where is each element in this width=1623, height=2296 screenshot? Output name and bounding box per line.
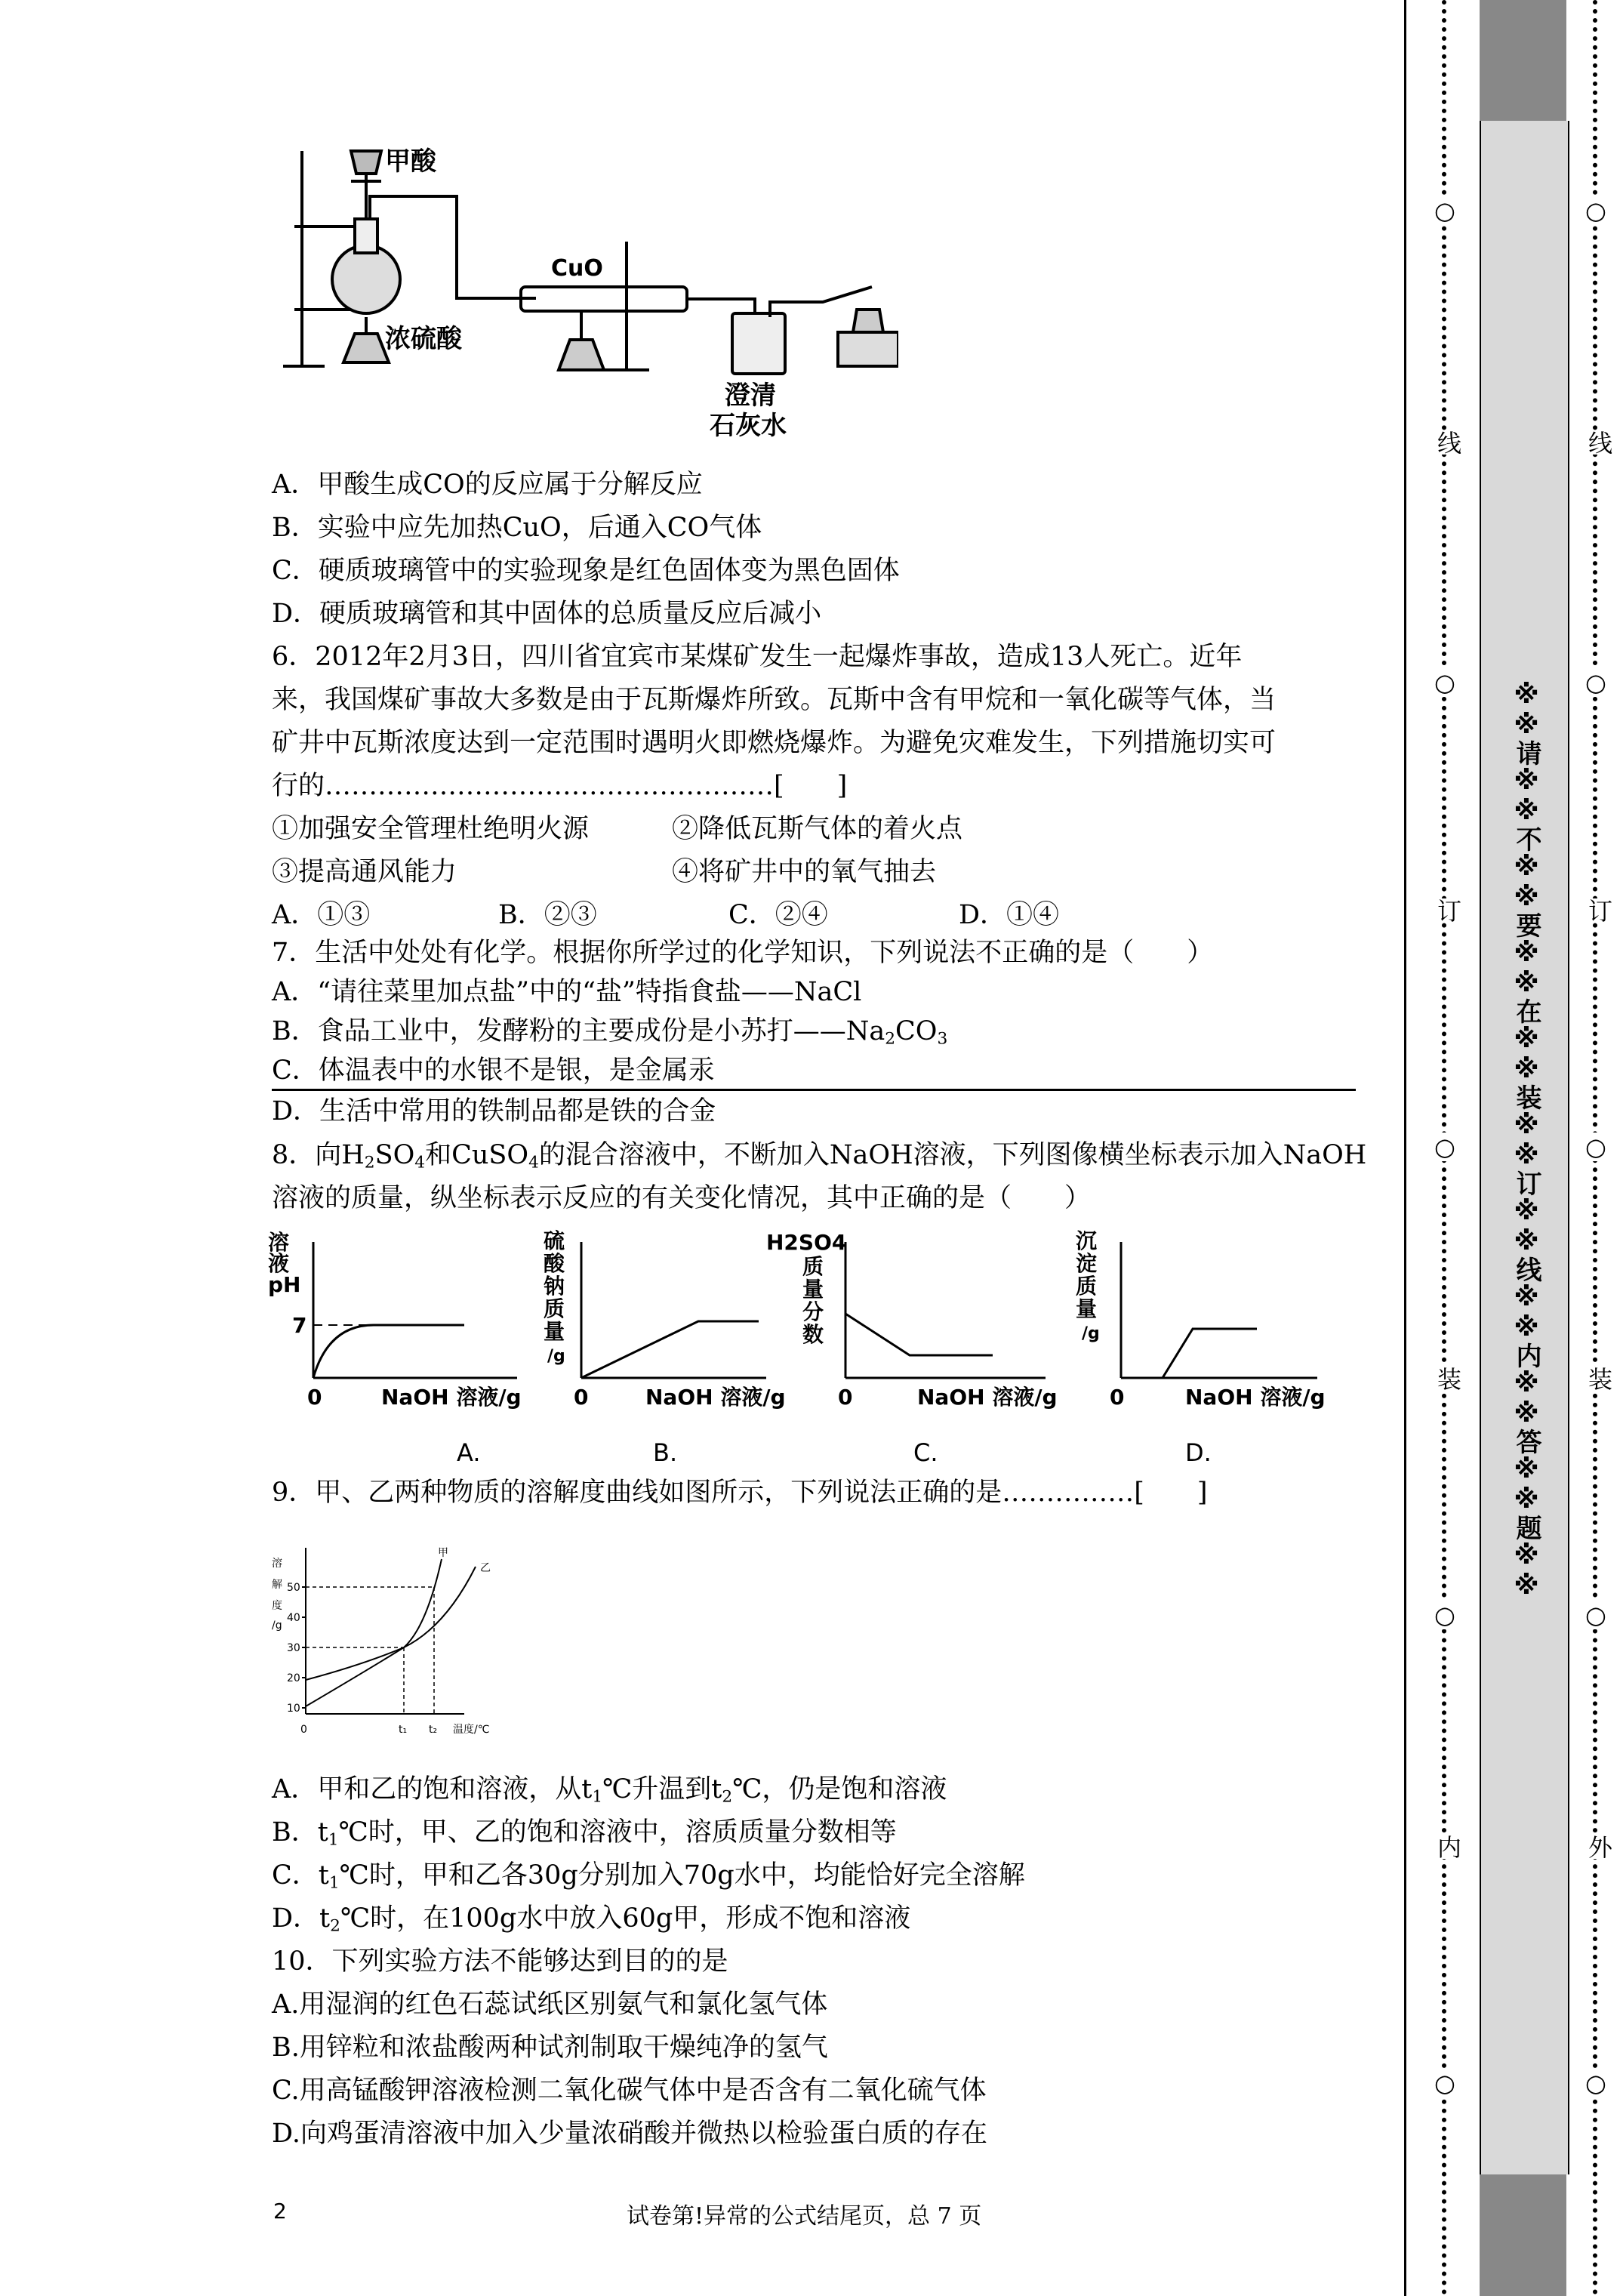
chart-ytick-20: 20 [287, 1672, 300, 1684]
chart-xtick-t2: t₂ [429, 1724, 438, 1736]
left-circle-2: ○ [1431, 668, 1459, 697]
q8-stem-line-1: 8．向$H_2SO_4$和CuSO$_4$的混合溶液中，不断加入NaOH溶液，下列图像横坐标表示加入NaOH [272, 1140, 1367, 1173]
graph-d-ylabel-5: /g [1082, 1324, 1100, 1343]
q6-measure-3: ③提高通风能力 [272, 857, 457, 887]
graph-b-ylabel-4: 质 [544, 1296, 565, 1321]
solubility-chart [272, 1544, 521, 1748]
graph-c-ylabel-3: 分 [802, 1299, 824, 1324]
right-circle-5: ○ [1581, 2069, 1610, 2097]
chart-ylabel-2: 解 [272, 1579, 282, 1591]
q5-option-a: A．甲酸生成CO的反应属于分解反应 [272, 470, 703, 500]
graph-a-tick: 7 [292, 1313, 307, 1338]
label-limewater-1: 澄清 [725, 381, 776, 411]
graph-d-ylabel-2: 淀 [1076, 1251, 1098, 1276]
left-label-ding: 订 [1431, 898, 1465, 923]
graph-a-origin: 0 [307, 1385, 322, 1410]
graph-d-ylabel-1: 沉 [1076, 1228, 1098, 1253]
q6-option-d: D．①④ [959, 900, 1060, 930]
left-circle-5: ○ [1431, 2069, 1459, 2097]
q9-stem: 9．甲、乙两种物质的溶解度曲线如图所示，下列说法正确的是……………[ ] [272, 1478, 1208, 1508]
series-yi-label: 乙 [480, 1562, 491, 1574]
graph-d-origin: 0 [1110, 1385, 1125, 1410]
graph-b-ylabel-3: 钠 [544, 1274, 565, 1299]
q7-option-b: B．食品工业中，发酵粉的主要成份是小苏打$——Na_2CO_3$ [272, 1016, 948, 1049]
label-h2so4: 浓硫酸 [385, 324, 462, 354]
left-label-zhuang: 装 [1431, 1367, 1465, 1391]
q5-option-b: B．实验中应先加热CuO，后通入CO气体 [272, 513, 762, 543]
graph-d-ylabel-3: 质 [1076, 1274, 1098, 1299]
graph-c-ylabel-1: 质 [802, 1254, 824, 1279]
q9-option-a: A．甲和乙的饱和溶液，从$t_1℃$升温到$t_2℃$，仍是饱和溶液 [272, 1774, 947, 1807]
right-circle-2: ○ [1581, 668, 1610, 697]
q8-graphs [268, 1227, 1370, 1476]
q9-option-d: D．$t_2℃$时，在100g水中放入60g甲，形成不饱和溶液 [272, 1903, 911, 1936]
label-limewater-2: 石灰水 [710, 411, 787, 441]
q9-option-c: C．$t_1℃$时，甲和乙各30g分别加入70g水中，均能恰好完全溶解 [272, 1860, 1025, 1893]
gray-strip-bottom [1480, 2174, 1566, 2296]
left-circle-4: ○ [1431, 1601, 1459, 1629]
graph-choice-c: C. [913, 1438, 938, 1467]
graph-a-ylabel-1: 溶 [268, 1230, 290, 1255]
q6-measure-1: ①加强安全管理杜绝明火源 [272, 814, 590, 844]
footer-text: 试卷第!异常的公式结尾页，总 7 页 [627, 2203, 982, 2230]
graph-a-ylabel-3: pH [268, 1272, 301, 1297]
q10-option-d: D.向鸡蛋清溶液中加入少量浓硝酸并微热以检验蛋白质的存在 [272, 2119, 987, 2149]
graph-b-ylabel-2: 酸 [544, 1251, 565, 1276]
graph-a-ylabel-2: 液 [268, 1251, 290, 1276]
q5-option-c: C．硬质玻璃管中的实验现象是红色固体变为黑色固体 [272, 556, 900, 586]
graph-choice-d: D. [1185, 1438, 1212, 1467]
q6-option-c: C．②④ [728, 900, 828, 930]
right-circle-1: ○ [1581, 196, 1610, 225]
binding-margin [1404, 0, 1623, 2296]
graph-d-xlabel: NaOH 溶液/g [1185, 1385, 1326, 1410]
q10-option-b: B.用锌粒和浓盐酸两种试剂制取干燥纯净的氢气 [272, 2032, 828, 2063]
q7-option-c: C．体温表中的水银不是银，是金属汞 [272, 1056, 715, 1086]
q9-option-b: B．$t_1℃$时，甲、乙的饱和溶液中，溶质质量分数相等 [272, 1817, 897, 1850]
left-label-xian: 线 [1431, 430, 1465, 455]
chart-origin: 0 [300, 1724, 307, 1736]
graph-choice-a: A. [457, 1438, 481, 1467]
apparatus-figure [279, 136, 898, 453]
graph-b-origin: 0 [574, 1385, 589, 1410]
graph-b-ylabel-1: 硫 [544, 1228, 565, 1253]
divider-line [272, 1089, 1356, 1091]
q6-stem-line-1: 6．2012年2月3日，四川省宜宾市某煤矿发生一起爆炸事故，造成13人死亡。近年 [272, 642, 1243, 672]
graph-a-xlabel: NaOH 溶液/g [381, 1385, 522, 1410]
gray-strip-top [1480, 0, 1566, 121]
q6-stem-line-3: 矿井中瓦斯浓度达到一定范围时遇明火即燃烧爆炸。为避免灾难发生，下列措施切实可 [272, 728, 1277, 758]
graph-choice-b: B. [653, 1438, 678, 1467]
q5-option-d: D．硬质玻璃管和其中固体的总质量反应后减小 [272, 599, 822, 629]
graph-b-ylabel-6: /g [547, 1347, 565, 1366]
q8-stem-line-2: 溶液的质量，纵坐标表示反应的有关变化情况，其中正确的是（ ） [272, 1183, 1092, 1213]
footer-page-number: 2 [273, 2199, 287, 2224]
graph-b-ylabel-5: 量 [544, 1319, 565, 1344]
q6-stem-line-4: 行的……………………………………………[ ] [272, 771, 848, 801]
graph-c-ylabel-top: H2SO4 [766, 1230, 847, 1255]
q6-measure-2: ②降低瓦斯气体的着火点 [672, 814, 963, 844]
chart-ylabel-3: 度 [272, 1600, 282, 1612]
chart-xtick-t1: t₁ [399, 1724, 408, 1736]
q10-stem: 10．下列实验方法不能够达到目的的是 [272, 1946, 728, 1977]
q6-stem-line-2: 来，我国煤矿事故大多数是由于瓦斯爆炸所致。瓦斯中含有甲烷和一氧化碳等气体，当 [272, 685, 1277, 715]
q10-option-c: C.用高锰酸钾溶液检测二氧化碳气体中是否含有二氧化硫气体 [272, 2076, 987, 2106]
q6-option-b: B．②③ [498, 900, 597, 930]
right-circle-3: ○ [1581, 1133, 1610, 1161]
left-circle-3: ○ [1431, 1133, 1459, 1161]
q7-option-a: A．“请往菜里加点盐”中的“盐”特指食盐——NaCl [272, 977, 862, 1007]
chart-ytick-40: 40 [287, 1612, 300, 1624]
right-label-xian: 线 [1581, 430, 1616, 455]
right-label-ding: 订 [1581, 898, 1616, 923]
left-label-nei: 内 [1431, 1835, 1465, 1859]
label-cuo: CuO [551, 255, 603, 282]
q6-measure-4: ④将矿井中的氧气抽去 [672, 857, 937, 887]
q6-option-a: A．①③ [272, 900, 371, 930]
right-label-zhuang: 装 [1581, 1367, 1616, 1391]
right-label-wai: 外 [1581, 1835, 1616, 1859]
graph-c-origin: 0 [838, 1385, 853, 1410]
chart-ytick-30: 30 [287, 1642, 300, 1654]
chart-ytick-50: 50 [287, 1582, 300, 1594]
series-jia-label: 甲 [438, 1547, 448, 1559]
graph-b-xlabel: NaOH 溶液/g [645, 1385, 786, 1410]
chart-ylabel-1: 溶 [272, 1558, 282, 1570]
q7-option-d: D．生活中常用的铁制品都是铁的合金 [272, 1096, 716, 1126]
graph-d-ylabel-4: 量 [1076, 1296, 1098, 1321]
right-circle-4: ○ [1581, 1601, 1610, 1629]
chart-xlabel: 温度/℃ [453, 1724, 490, 1736]
q10-option-a: A.用湿润的红色石蕊试纸区别氨气和氯化氢气体 [272, 1989, 828, 2020]
graph-c-ylabel-2: 量 [802, 1277, 824, 1302]
graph-c-xlabel: NaOH 溶液/g [917, 1385, 1058, 1410]
binding-notice: ※※请※※不※※要※※在※※装※※订※※线※※内※※答※※题※※ [1511, 680, 1541, 1601]
graph-c-ylabel-4: 数 [802, 1322, 824, 1347]
label-formic: 甲酸 [385, 146, 436, 177]
chart-ylabel-4: /g [272, 1620, 282, 1632]
chart-ytick-10: 10 [287, 1703, 300, 1715]
q7-stem: 7．生活中处处有化学。根据你所学过的化学知识，下列说法不正确的是（ ） [272, 938, 1214, 968]
left-circle-1: ○ [1431, 196, 1459, 225]
